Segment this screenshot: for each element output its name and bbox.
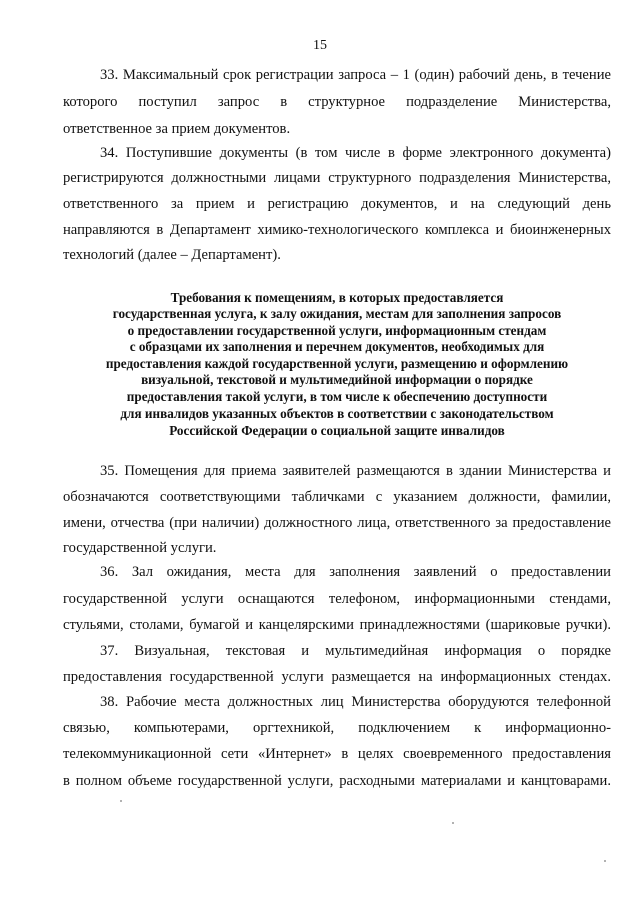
heading-line: Российской Федерации о социальной защите инвалидов [169, 423, 505, 438]
heading-line: Требования к помещениям, в которых предоставляется [170, 290, 504, 305]
heading-line: с образцами их заполнения и перечнем документов, необходимых для [129, 339, 545, 354]
scan-speck [452, 822, 454, 824]
text-line: обозначаются соответствующими табличками с указанием должности, фамилии, [63, 489, 611, 505]
text-line: ответственного за прием и регистрацию документов, и на следующий день [63, 196, 611, 212]
text-line: направляются в Департамент химико-технологического комплекса и биоинженерных [63, 222, 611, 238]
text-line: 33. Максимальный срок регистрации запроса – 1 (один) рабочий день, в течение [100, 67, 611, 83]
scan-speck [604, 860, 606, 862]
text-line: в полном объеме государственной услуги, расходными материалами и канцтоварами. [63, 773, 611, 789]
text-line: государственной услуги оснащаются телефоном, информационными стендами, [63, 591, 611, 607]
text-line: 36. Зал ожидания, места для заполнения заявлений о предоставлении [100, 564, 611, 580]
text-line: связью, компьютерами, оргтехникой, подключением к информационно- [63, 720, 611, 736]
text-line: телекоммуникационной сети «Интернет» в целях своевременного предоставления [63, 746, 611, 762]
text-line: стульями, столами, бумагой и канцелярскими принадлежностями (шариковые ручки). [63, 617, 611, 633]
heading-line: предоставления каждой государственной услуги, размещению и оформлению [105, 356, 569, 371]
text-line: предоставления государственной услуги размещается на информационных стендах. [63, 669, 611, 685]
text-line: регистрируются должностными лицами структурного подразделения Министерства, [63, 170, 611, 186]
scan-speck [120, 800, 122, 802]
text-line: 37. Визуальная, текстовая и мультимедийная информация о порядке [100, 643, 611, 659]
heading-line: для инвалидов указанных объектов в соответствии с законодательством [120, 406, 554, 421]
heading-line: государственная услуга, к залу ожидания, местам для заполнения запросов [112, 306, 562, 321]
heading-line: о предоставлении государственной услуги, информационным стендам [127, 323, 547, 338]
text-line: 38. Рабочие места должностных лиц Министерства оборудуются телефонной [100, 694, 611, 710]
text-line: 35. Помещения для приема заявителей размещаются в здании Министерства и [100, 463, 611, 479]
text-line: государственной услуги. [63, 540, 217, 556]
heading-line: визуальной, текстовой и мультимедийной информации о порядке [141, 372, 533, 387]
text-line: имени, отчества (при наличии) должностного лица, ответственного за предоставление [63, 515, 611, 531]
page-number: 15 [313, 38, 327, 53]
heading-line: предоставления такой услуги, в том числе к обеспечению доступности [126, 389, 548, 404]
text-line: ответственное за прием документов. [63, 121, 291, 137]
text-line: технологий (далее – Департамент). [63, 247, 281, 263]
text-line: 34. Поступившие документы (в том числе в форме электронного документа) [100, 145, 611, 161]
text-line: которого поступил запрос в структурное подразделение Министерства, [63, 94, 611, 110]
